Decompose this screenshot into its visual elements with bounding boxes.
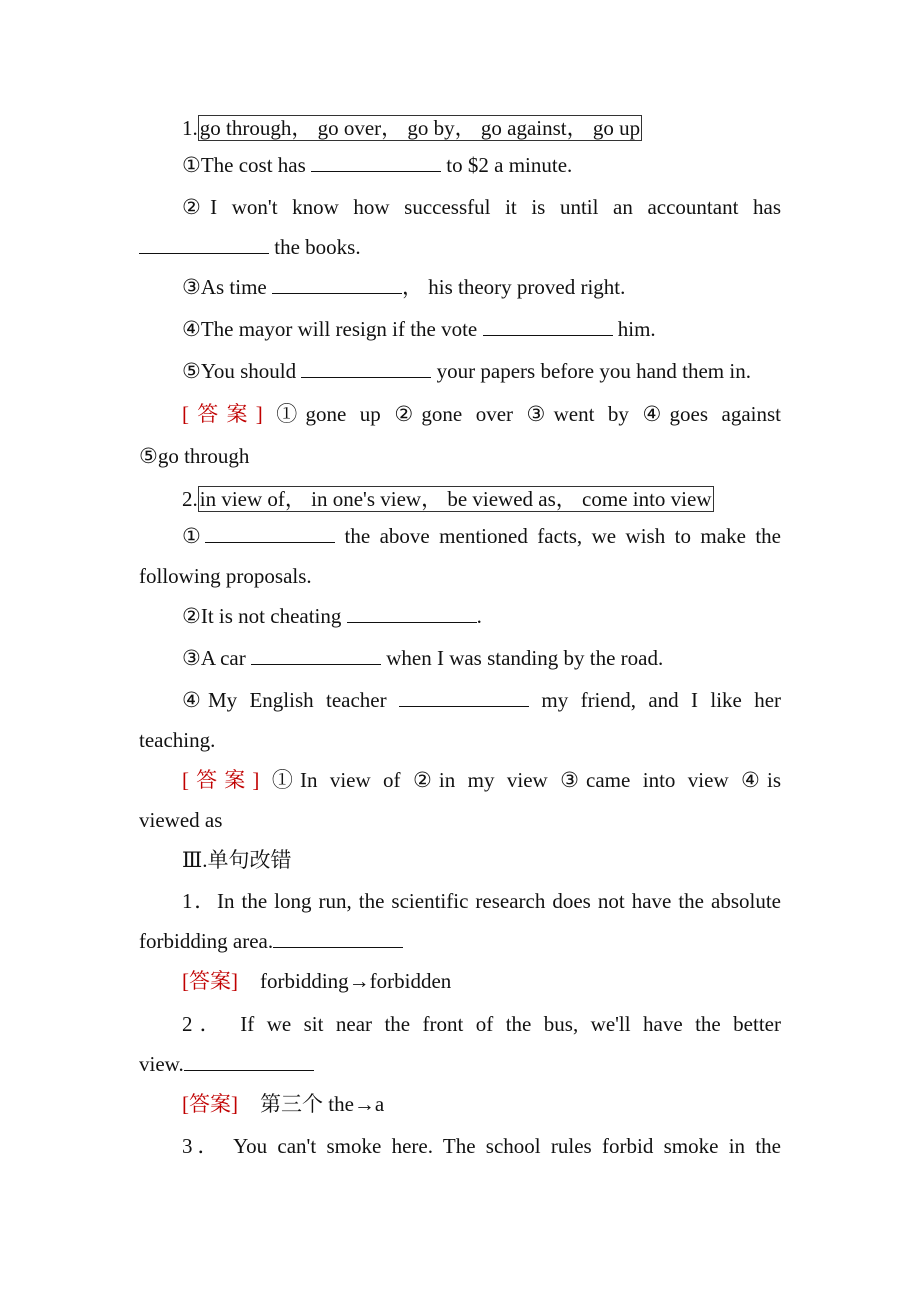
s1-answer: [答案] forbidding→forbidden bbox=[182, 969, 452, 993]
answer-blank bbox=[184, 1052, 314, 1071]
q1-header bbox=[182, 114, 781, 142]
answer-blank bbox=[483, 317, 613, 336]
q1-item-2: ②I won't know how successful it is until an accountant has bbox=[182, 195, 781, 219]
answer-blank bbox=[251, 646, 381, 665]
s3-line-1: 3． You can't smoke here. The school rules forbid smoke in the bbox=[182, 1134, 781, 1158]
answer-label: [答案] bbox=[182, 969, 238, 993]
q2-item-2: ②It is not cheating . bbox=[182, 604, 482, 628]
q2-item-4: ④My English teacher my friend, and I like her bbox=[182, 688, 782, 712]
answer-label: [答案] bbox=[182, 768, 260, 792]
q1-item-4: ④The mayor will resign if the vote him. bbox=[182, 317, 656, 341]
q1-item-1: ①The cost has to $2 a minute. bbox=[182, 153, 573, 177]
section-heading: Ⅲ.单句改错 bbox=[182, 848, 292, 872]
s2-answer: [答案] 第三个 the→a bbox=[182, 1092, 385, 1116]
answer-blank bbox=[205, 524, 335, 543]
answer-blank bbox=[347, 604, 477, 623]
answer-blank bbox=[301, 359, 431, 378]
q1-number: 1. bbox=[182, 116, 198, 140]
q2-item-1: ① the above mentioned facts, we wish to make the bbox=[182, 524, 782, 548]
q2-number: 2. bbox=[182, 487, 198, 511]
answer-label: [答案] bbox=[182, 402, 263, 426]
q2-answer-cont: viewed as bbox=[139, 808, 223, 832]
q1-answer-cont: ⑤go through bbox=[139, 444, 250, 468]
answer-blank bbox=[139, 235, 269, 254]
q1-item-3: ③As time ， his theory proved right. bbox=[182, 275, 626, 299]
q1-answer: [答案] ①gone up ②gone over ③went by ④goes against bbox=[182, 402, 781, 426]
q2-header bbox=[182, 485, 781, 513]
q1-item-2-cont: the books. bbox=[139, 233, 781, 261]
q1-item-5: ⑤You should your papers before you hand them in. bbox=[182, 359, 751, 383]
answer-blank bbox=[399, 688, 529, 707]
answer-blank bbox=[311, 153, 441, 172]
q2-item-1-cont: following proposals. bbox=[139, 564, 312, 588]
q2-word-box: in view of， in one's view， be viewed as， come into view bbox=[199, 487, 712, 511]
s1-line-2: forbidding area. bbox=[139, 927, 781, 955]
s2-line-1: 2． If we sit near the front of the bus, we'll have the better bbox=[182, 1012, 781, 1036]
answer-blank bbox=[272, 275, 402, 294]
q1-word-box: go through， go over， go by， go against， go up bbox=[199, 116, 641, 140]
answer-blank bbox=[273, 929, 403, 948]
q2-item-4-cont: teaching. bbox=[139, 728, 216, 752]
answer-label: [答案] bbox=[182, 1092, 238, 1116]
q2-item-3: ③A car when I was standing by the road. bbox=[182, 646, 664, 670]
s1-line-1: 1．In the long run, the scientific research does not have the absolute bbox=[182, 889, 781, 913]
q2-answer: [答案] ①In view of ②in my view ③came into view ④is bbox=[182, 768, 781, 792]
s2-line-2: view. bbox=[139, 1050, 781, 1078]
